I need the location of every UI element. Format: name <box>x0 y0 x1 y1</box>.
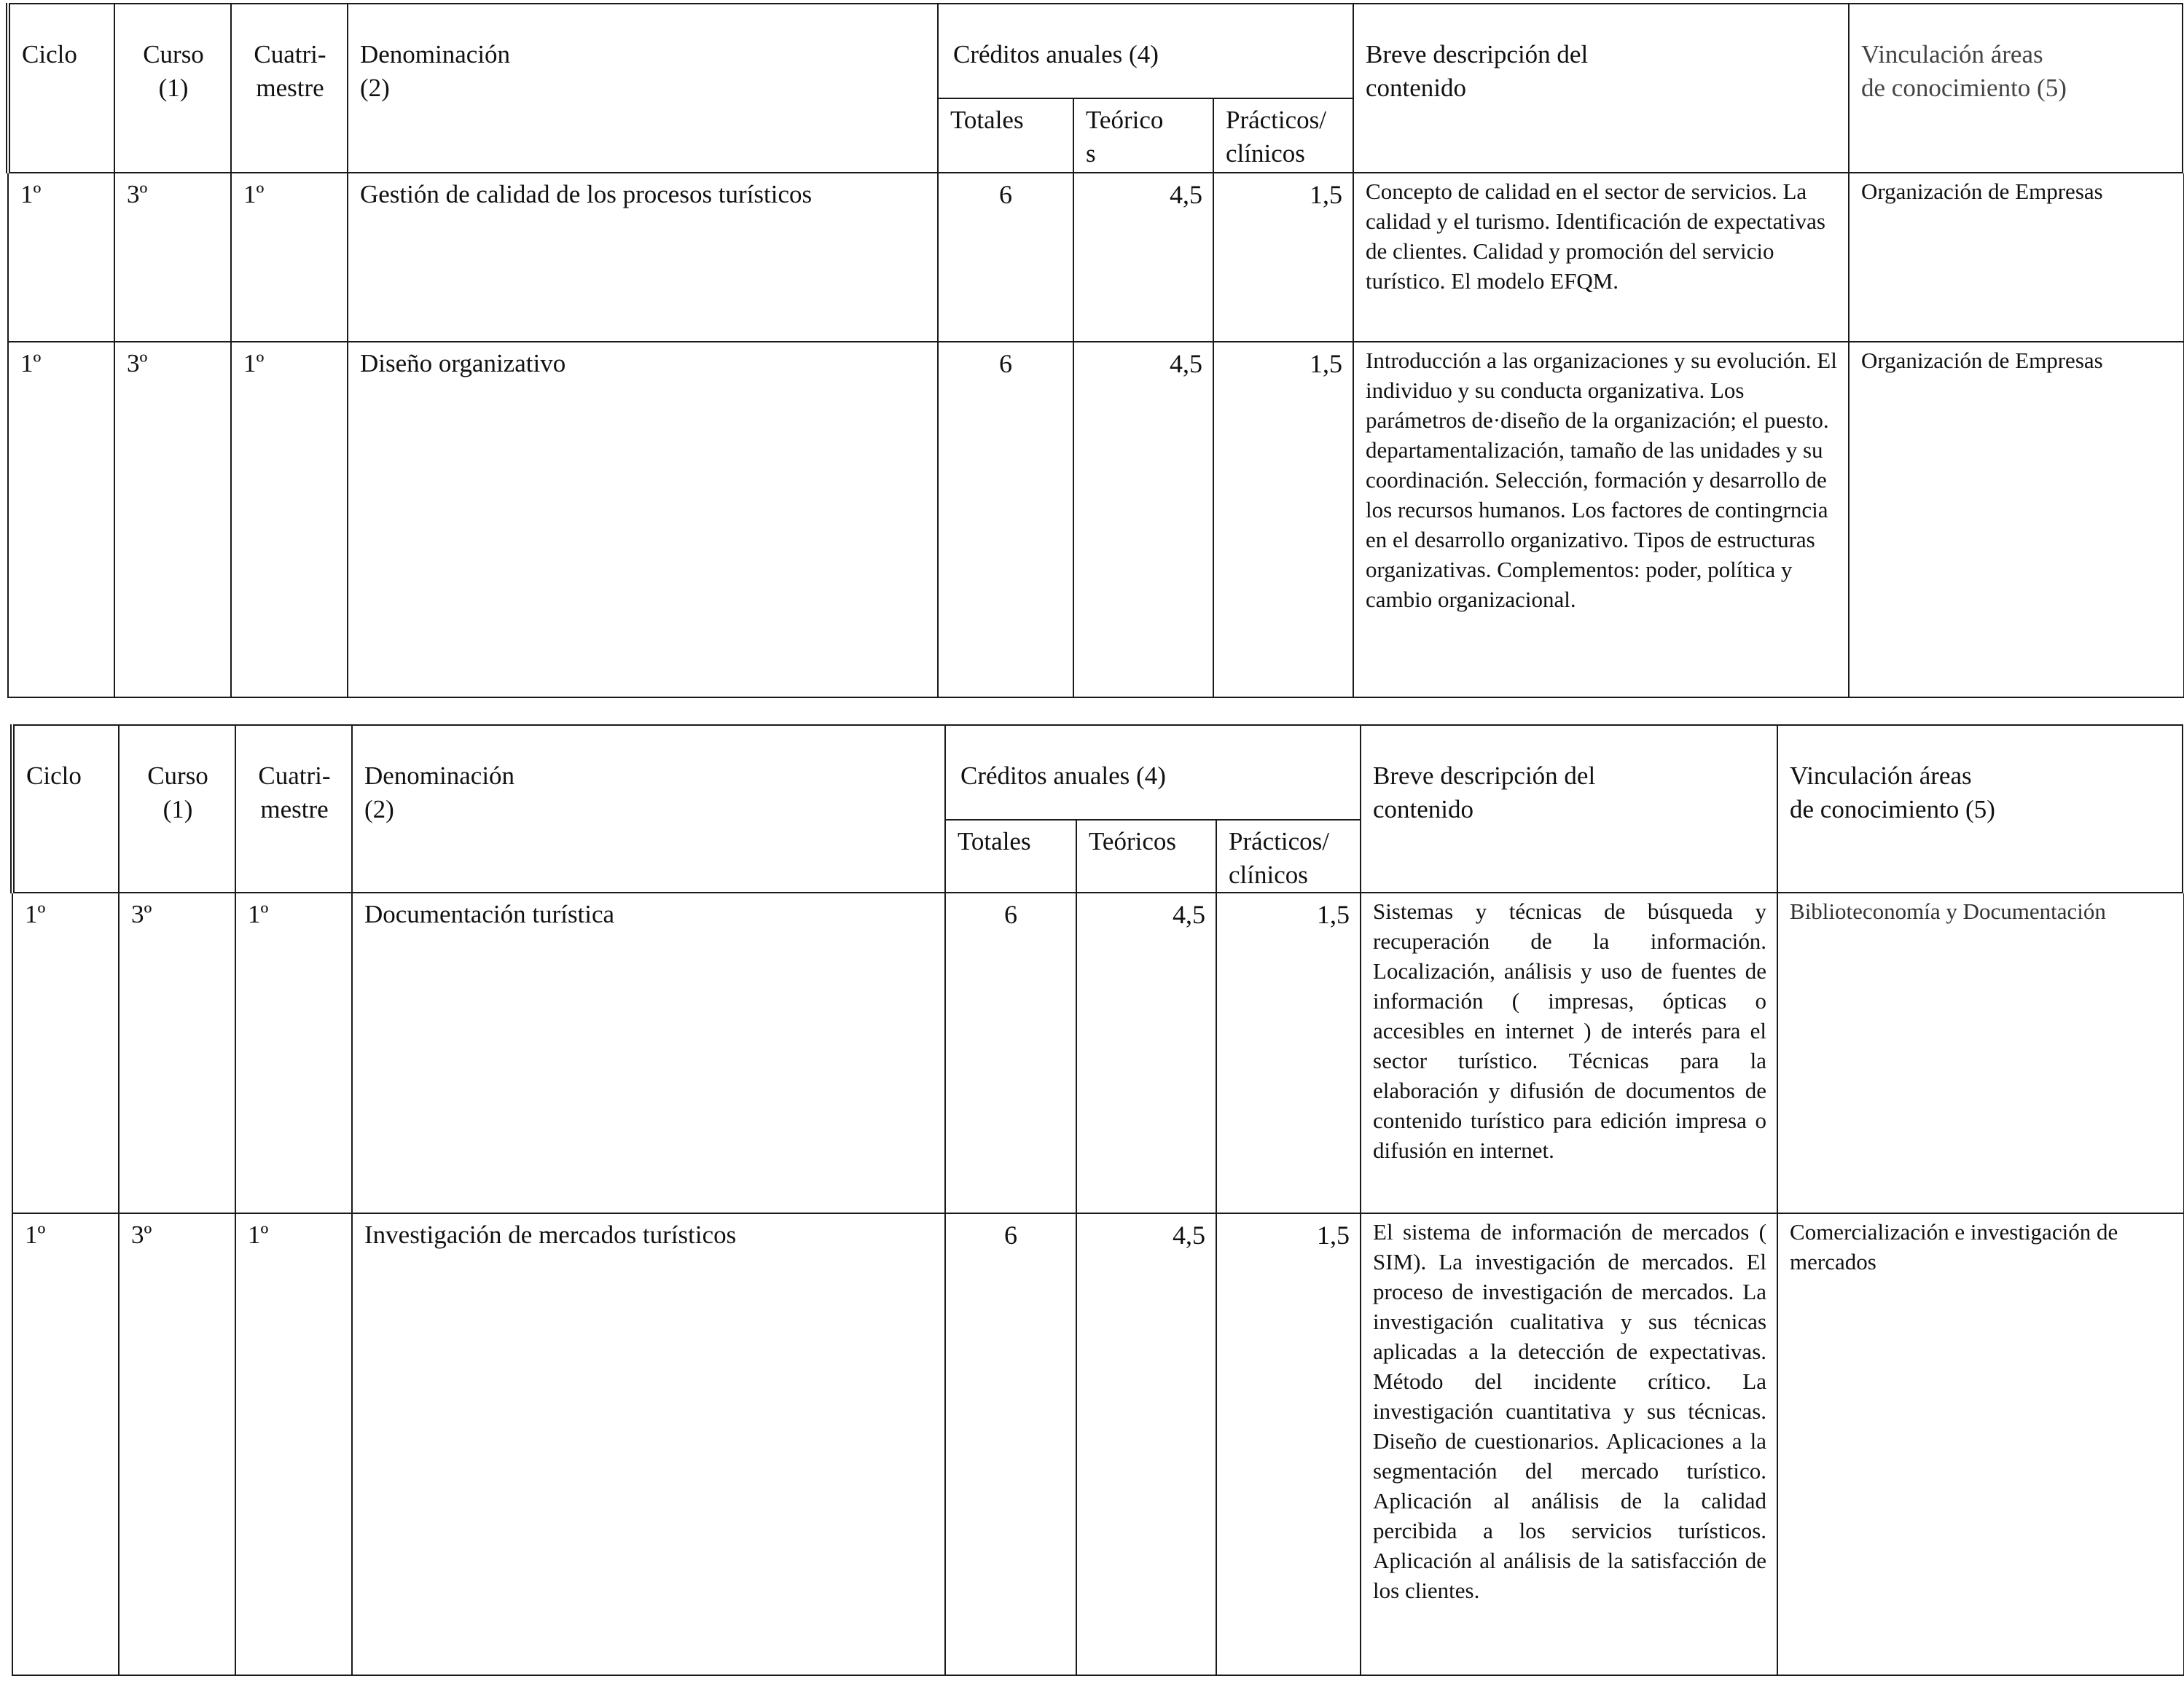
table-row <box>8 342 2184 697</box>
header-curso-label: Curso <box>143 40 204 68</box>
cell-curso: 3º <box>119 1213 235 1675</box>
cell-area: Organización de Empresas <box>1849 342 2184 697</box>
subjects-table-1 <box>6 3 2184 698</box>
cell-cuatrimestre: 1º <box>235 1213 352 1675</box>
cell-practicos: 1,5 <box>1213 342 1353 697</box>
cell-totales: 6 <box>945 1213 1076 1675</box>
header-creditos-label: Créditos anuales (4) <box>953 40 1159 68</box>
header-teoricos-b: s <box>1086 139 1096 168</box>
header-creditos-label: Créditos anuales (4) <box>960 761 1166 790</box>
cell-totales: 6 <box>945 893 1076 1213</box>
cell-practicos: 1,5 <box>1216 1213 1361 1675</box>
header-practicos-line2: clínicos <box>1226 139 1305 168</box>
header-creditos <box>938 4 1353 98</box>
header-ciclo-label: Ciclo <box>22 40 77 68</box>
cell-curso: 3º <box>119 893 235 1213</box>
header-denominacion <box>352 725 945 893</box>
header-practicos <box>1216 820 1361 893</box>
header-teoricos-label: Teóricos <box>1089 827 1177 855</box>
header-descripcion <box>1353 4 1849 173</box>
cell-teoricos: 4,5 <box>1076 893 1216 1213</box>
cell-totales: 6 <box>938 342 1073 697</box>
header-curso-note: (1) <box>163 795 193 823</box>
header-curso <box>114 4 231 173</box>
cell-descripcion: Introducción a las organizaciones y su evolución. El individuo y su conducta organizativa. Los parámetros de·diseño de la organización; el puesto. departamentalización, tamaño de las unidades y su coordinación. Selección, formación y desarrollo de los recursos humanos. Los factores de contingrncia en el desarrollo organizativo. Tipos de estructuras organizativas. Complementos: poder, política y cambio organizacional. <box>1353 342 1849 697</box>
cell-denominacion: Investigación de mercados turísticos <box>352 1213 945 1675</box>
cell-descripcion: Concepto de calidad en el sector de servicios. La calidad y el turismo. Identificación de expectativas de clientes. Calidad y promoción del servicio turístico. El modelo EFQM. <box>1353 173 1849 342</box>
table-row <box>8 173 2184 342</box>
header-teoricos <box>1076 820 1216 893</box>
header-denominacion-note: (2) <box>360 74 390 102</box>
table-row <box>12 1213 2184 1675</box>
header-vinculacion <box>1777 725 2184 893</box>
header-cuatri-line2: mestre <box>256 74 324 102</box>
header-totales <box>938 98 1073 173</box>
header-vinculacion-line2: de conocimiento (5) <box>1790 795 1995 823</box>
header-ciclo <box>8 4 114 173</box>
header-creditos <box>945 725 1361 820</box>
header-practicos-line1: Prácticos/ <box>1229 827 1330 855</box>
cell-denominacion: Documentación turística <box>352 893 945 1213</box>
header-denominacion-label: Denominación <box>360 40 511 68</box>
header-descripcion-line2: contenido <box>1373 795 1474 823</box>
cell-descripcion: Sistemas y técnicas de búsqueda y recuperación de la información. Localización, análisis y uso de fuentes de información ( impresas, ópticas o accesibles en internet ) de interés para el sector turístico. Técnicas para la elaboración y difusión de documentos de contenido turístico para edición impresa o difusión en internet. <box>1361 893 1777 1213</box>
cell-cuatrimestre: 1º <box>235 893 352 1213</box>
cell-area: Comercialización e investigación de mercados <box>1777 1213 2184 1675</box>
cell-denominacion: Gestión de calidad de los procesos turísticos <box>348 173 938 342</box>
cell-teoricos: 4,5 <box>1076 1213 1216 1675</box>
header-denominacion <box>348 4 938 173</box>
cell-curso: 3º <box>114 342 231 697</box>
header-cuatri-line2: mestre <box>260 795 329 823</box>
cell-teoricos: 4,5 <box>1073 173 1213 342</box>
subjects-table-2 <box>10 724 2184 1676</box>
header-practicos <box>1213 98 1353 173</box>
header-totales-label: Totales <box>958 827 1031 855</box>
header-ciclo <box>12 725 119 893</box>
header-practicos-line1: Prácticos/ <box>1226 106 1327 134</box>
header-practicos-line2: clínicos <box>1229 861 1308 889</box>
cell-practicos: 1,5 <box>1216 893 1361 1213</box>
cell-ciclo: 1º <box>12 893 119 1213</box>
cell-ciclo: 1º <box>12 1213 119 1675</box>
header-totales <box>945 820 1076 893</box>
header-descripcion-line1: Breve descripción del <box>1373 761 1596 790</box>
cell-cuatrimestre: 1º <box>231 173 348 342</box>
header-cuatrimestre <box>231 4 348 173</box>
header-curso <box>119 725 235 893</box>
header-curso-note: (1) <box>158 74 189 102</box>
header-denominacion-note: (2) <box>364 795 394 823</box>
header-cuatri-line1: Cuatri- <box>258 761 331 790</box>
header-vinculacion-line1: Vinculación áreas <box>1861 40 2043 68</box>
table-row <box>12 893 2184 1213</box>
cell-area: Biblioteconomía y Documentación <box>1777 893 2184 1213</box>
header-descripcion-line2: contenido <box>1366 74 1467 102</box>
header-denominacion-label: Denominación <box>364 761 515 790</box>
header-curso-label: Curso <box>147 761 208 790</box>
header-descripcion <box>1361 725 1777 893</box>
header-vinculacion-line1: Vinculación áreas <box>1790 761 1972 790</box>
cell-denominacion: Diseño organizativo <box>348 342 938 697</box>
cell-totales: 6 <box>938 173 1073 342</box>
cell-practicos: 1,5 <box>1213 173 1353 342</box>
header-vinculacion-line2: de conocimiento (5) <box>1861 74 2067 102</box>
header-cuatri-line1: Cuatri- <box>254 40 326 68</box>
cell-cuatrimestre: 1º <box>231 342 348 697</box>
cell-ciclo: 1º <box>8 342 114 697</box>
header-ciclo-label: Ciclo <box>26 761 82 790</box>
header-vinculacion <box>1849 4 2184 173</box>
cell-descripcion: El sistema de información de mercados ( SIM). La investigación de mercados. El proceso de investigación de mercados. La investigación cualitativa y sus técnicas aplicadas a la detección de expectativas. Método del incidente crítico. La investigación cuantitativa y sus técnicas. Diseño de cuestionarios. Aplicaciones a la segmentación del mercado turístico. Aplicación al análisis de la calidad percibida a los servicios turísticos. Aplicación al análisis de la satisfacción de los clientes. <box>1361 1213 1777 1675</box>
header-teoricos-a: Teórico <box>1086 106 1164 134</box>
header-totales-label: Totales <box>950 106 1024 134</box>
cell-ciclo: 1º <box>8 173 114 342</box>
cell-curso: 3º <box>114 173 231 342</box>
header-cuatrimestre <box>235 725 352 893</box>
cell-area: Organización de Empresas <box>1849 173 2184 342</box>
header-descripcion-line1: Breve descripción del <box>1366 40 1589 68</box>
cell-teoricos: 4,5 <box>1073 342 1213 697</box>
header-teoricos <box>1073 98 1213 173</box>
